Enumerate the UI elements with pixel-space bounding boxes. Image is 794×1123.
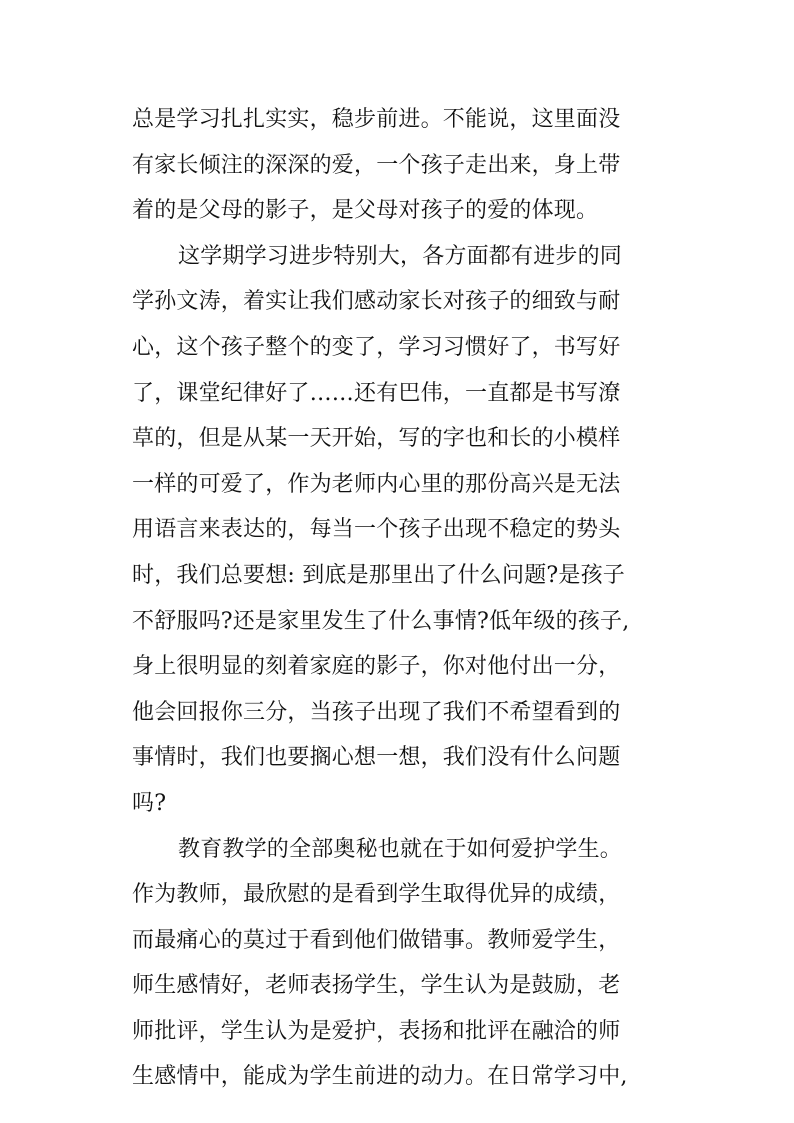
- text-line: 心，这个孩子整个的变了，学习习惯好了，书写好: [132, 334, 621, 360]
- text-line: 事情时，我们也要搁心想一想，我们没有什么问题: [132, 745, 621, 771]
- text-line: 一样的可爱了，作为老师内心里的那份高兴是无法: [132, 471, 621, 497]
- text-line: 身上很明显的刻着家庭的影子，你对他付出一分，: [132, 654, 621, 680]
- text-line: 学孙文涛，着实让我们感动家长对孩子的细致与耐: [132, 289, 621, 315]
- text-line: 师生感情好，老师表扬学生，学生认为是鼓励，老: [132, 973, 621, 999]
- paragraph-start-line: 这学期学习进步特别大，各方面都有进步的同: [178, 243, 623, 269]
- body-text: [132, 97, 677, 1100]
- text-line: 不舒服吗?还是家里发生了什么事情?低年级的孩子,: [132, 608, 630, 634]
- text-line: 了，课堂纪律好了……还有巴伟，一直都是书写潦: [132, 380, 621, 406]
- text-line: 着的是父母的影子，是父母对孩子的爱的体现。: [132, 198, 599, 224]
- text-line: 时，我们总要想: 到底是那里出了什么问题?是孩子: [132, 562, 626, 588]
- text-line: 吗?: [132, 790, 167, 816]
- paragraph-start-line: 教育教学的全部奥秘也就在于如何爱护学生。: [178, 836, 623, 862]
- text-line: 总是学习扎扎实实，稳步前进。不能说，这里面没: [132, 107, 621, 132]
- text-line: 师批评，学生认为是爱护，表扬和批评在融洽的师: [132, 1018, 621, 1044]
- text-line: 作为教师，最欣慰的是看到学生取得优异的成绩，: [132, 882, 621, 908]
- text-line: 草的，但是从某一天开始，写的字也和长的小模样: [132, 426, 621, 452]
- text-line: 生感情中，能成为学生前进的动力。在日常学习中,: [132, 1064, 628, 1090]
- text-line: 而最痛心的莫过于看到他们做错事。教师爱学生，: [132, 927, 621, 953]
- text-line: 用语言来表达的，每当一个孩子出现不稳定的势头: [132, 517, 621, 543]
- text-line: 他会回报你三分，当孩子出现了我们不希望看到的: [132, 699, 621, 725]
- text-line: 有家长倾注的深深的爱，一个孩子走出来，身上带: [132, 152, 621, 178]
